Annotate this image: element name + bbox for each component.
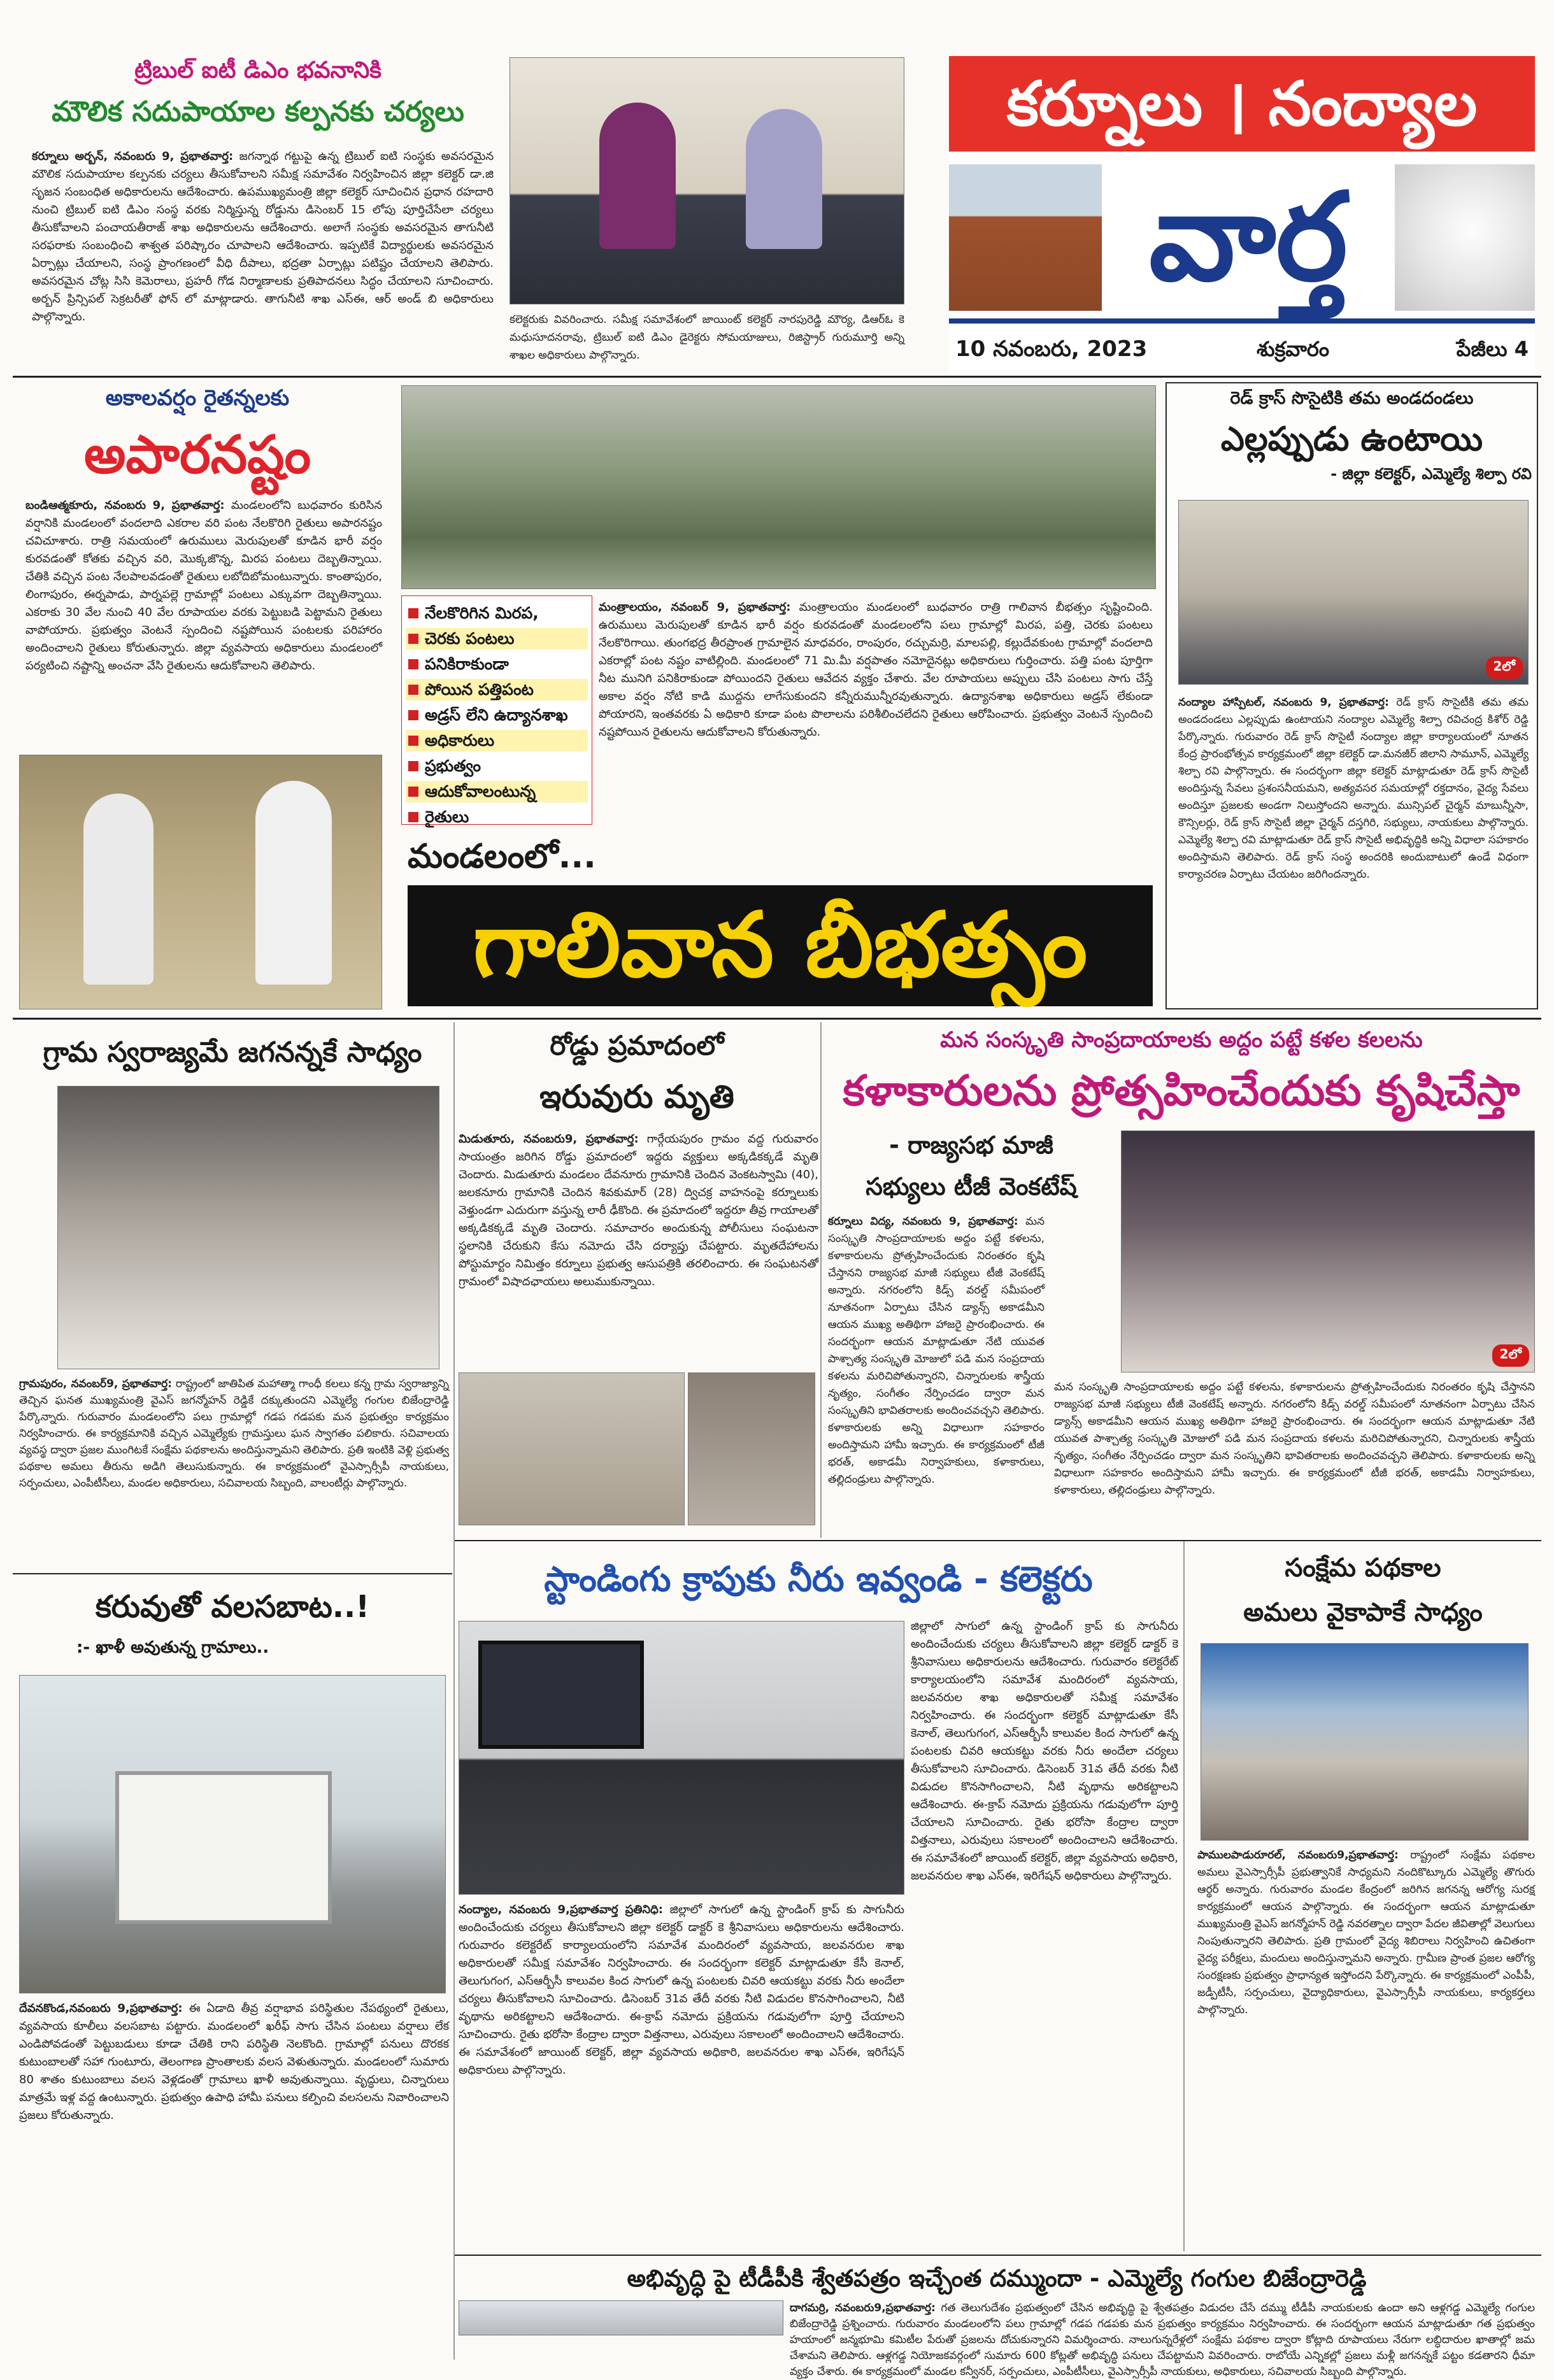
- bullet-text: రైతులు: [425, 808, 469, 826]
- story9-text: జిల్లాలో సాగులో ఉన్న స్టాండింగ్ క్రాప్ కు సాగునీరు అందించేందుకు చర్యలు తీసుకోవాలని జిల్లా కలెక్టర్ డాక్టర్ కె శ్రీనివాసులు అధికారులను ఆదేశించారు. గురువారం కలెక్టరేట్ కార్యాలయంలోని సమావేశ మందిరంలో వ్యవసాయ, జలవనరుల శాఖ అధికారులతో సమీక్ష సమావేశం నిర్వహించారు. ఈ సందర్భంగా కలెక్టర్ మాట్లాడుతూ కేసీ కెనాల్, తెలుగుగంగ, ఎస్ఆర్బీసీ కాలువల కింద సాగులో ఉన్న పంటలకు చివరి ఆయకట్టు వరకు నీరు అందేలా చర్యలు తీసుకోవాలని సూచించారు. డిసెంబర్ 31వ తేదీ వరకు నీటి విడుదల కొనసాగించాలని, నీటి వృథాను అరికట్టాలని ఆదేశించారు. ఈ-క్రాప్ నమోదు ప్రక్రియను గడువులోగా పూర్తి చేయాలని సూచించారు. రైతు భరోసా కేంద్రాల ద్వారా విత్తనాలు, ఎరువులు సకాలంలో అందించాలని ఆదేశించారు. ఈ సమావేశంలో జాయింట్ కలెక్టర్, జిల్లా వ్యవసాయ అధికారి, జలవనరుల శాఖ ఎస్ఈ, ఇరిగేషన్ అధికారులు పాల్గొన్నారు.: [911, 1620, 1178, 1883]
- bullet-text: ప్రభుత్వం: [425, 757, 481, 775]
- story8-subhead1: - రాజ్యసభ మాజీ: [889, 1131, 1053, 1159]
- story8-kicker: మన సంస్కృతి సాంప్రదాయాలకు అద్దం పట్టే కళల కలలను: [940, 1027, 1423, 1053]
- story10-headline: అమలు వైకాపాకే సాధ్యం: [1243, 1598, 1483, 1627]
- story6-headline: కరువుతో వలసబాట..!: [95, 1589, 370, 1625]
- story6-byline: దేవనకొండ,నవంబరు 9,ప్రభాతవార్త:: [19, 2002, 183, 2015]
- story9-headline: స్టాండింగు క్రాపుకు నీరు ఇవ్వండి - కలెక్టరు: [544, 1559, 1093, 1599]
- farmer-figure-left: [83, 794, 153, 985]
- farmer-figure-right: [255, 781, 332, 985]
- masthead-place: కర్నూలు । నంద్యాల: [949, 56, 1535, 152]
- story9-body-col1: [911, 1548, 1178, 2248]
- story4-text: రెడ్ క్రాస్ సొసైటీకి తమ తమ అండదండలు ఎల్లప్పుడు ఉంటాయని నంద్యాల ఎమ్మెల్యే శిల్పా రవిచంద్ర కిశోర్ రెడ్డి పేర్కొన్నారు. గురువారం రెడ్ క్రాస్ సొసైటీ నంద్యాల జిల్లా కార్యాలయంలో నూతన కేంద్ర ప్రారంభోత్సవ కార్యక్రమంలో జిల్లా కలెక్టర్ డా.మనజీర్ జిలాని సామూన్, ఎమ్మెల్యే శిల్పా రవి పాల్గొన్నారు. ఈ సందర్భంగా జిల్లా కలెక్టర్ మాట్లాడుతూ రెడ్ క్రాస్ సొసైటీ అందిస్తున్న సేవలు ప్రశంసనీయమని, అత్యవసర సమయాల్లో రక్తదానం, వైద్య సేవలు అందిస్తూ ప్రజలకు అండగా నిలుస్తోందని అన్నారు. మున్సిపల్ చైర్మన్ మాబున్నీసా, కౌన్సిలర్లు, రెడ్ క్రాస్ సొసైటీ జిల్లా చైర్మన్ దస్తగిరి, సభ్యులు, నాయకులు పాల్గొన్నారు. ఎమ్మెల్యే శిల్పా రవి మాట్లాడుతూ రెడ్ క్రాస్ సొసైటీ అభివృద్ధికి అన్ని విధాలా సహకారం అందిస్తామని తెలిపారు. రెడ్ క్రాస్ సంస్థ అందరికి అందుబాటులో ఉండే విధంగా కార్యాచరణ ఏర్పాటు చేయటం జరిగిందన్నారు.: [1178, 696, 1529, 881]
- nandi-illustration: [1395, 164, 1535, 311]
- story6-body: [19, 2000, 449, 2360]
- story3-headline: గాలివాన బీభత్సం: [408, 885, 1153, 1006]
- rule-lower-right: [455, 1540, 1541, 1541]
- story9-photo: [459, 1621, 904, 1895]
- rule-bottom: [455, 2255, 1541, 2256]
- bullet-text: అధికారులు: [425, 731, 495, 750]
- bullet-square-icon: [408, 812, 418, 822]
- story1-kicker: ట్రిబుల్ ఐటీ డిఎం భవనానికి: [134, 57, 381, 83]
- story4-body: [1178, 694, 1529, 1003]
- story6-subhead: :- ఖాళీ అవుతున్న గ్రామాలు..: [76, 1638, 269, 1657]
- rule-story6: [13, 1573, 452, 1574]
- bullet-square-icon: [408, 634, 418, 644]
- bullet-3: [406, 653, 588, 675]
- page-2-badge: 2లో: [1486, 657, 1523, 679]
- story2-headline: అపారనష్టం: [83, 425, 311, 485]
- masthead: [949, 56, 1535, 374]
- bullet-2: [406, 628, 588, 650]
- bullet-5: [406, 704, 588, 726]
- story8-photo: [1121, 1130, 1535, 1372]
- bullet-square-icon: [408, 659, 418, 669]
- story11-text: గత తెలుగుదేశం ప్రభుత్వంలో చేసిన అభివృద్ధి పై శ్వేతపత్రం విడుదల చేసే దమ్ము టీడీపీ నాయకులకు ఉందా అని ఆళ్లగడ్డ ఎమ్మెల్యే గంగుల బిజేంద్రారెడ్డి ప్రశ్నించారు. గురువారం మండలంలోని పలు గ్రామాల్లో గడప గడపకు మన ప్రభుత్వం కార్యక్రమం నిర్వహించారు. ఈ సందర్భంగా ఆయన మాట్లాడుతూ గత ప్రభుత్వం హయాంలో జన్మభూమి కమిటీల పేరుతో ప్రజలను దోచుకున్నారని విమర్శించారు. నాలుగున్నరేళ్లలో సంక్షేమ పథకాల ద్వారా కోట్లాది రూపాయలు నేరుగా లబ్ధిదారుల ఖాతాల్లో జమ చేశామని తెలిపారు. ఆళ్లగడ్డ నియోజకవర్గంలో సుమారు 600 కోట్లతో అభివృద్ధి పనులు చేపట్టామని వివరించారు. రాబోయే ఎన్నికల్లో ప్రజలు మళ్లీ జగనన్నకే పట్టం కడతారని ధీమా వ్యక్తం చేశారు. ఈ కార్యక్రమంలో మండల కన్వీనర్, సర్పంచులు, ఎంపీటీసీలు, వైఎస్సార్సీపీ నాయకులు, అధికారులు, సచివాలయ సిబ్బంది పాల్గొన్నారు.: [790, 2302, 1535, 2378]
- masthead-rule: [949, 318, 1535, 324]
- officer-figure-right: [746, 109, 822, 249]
- masthead-date: 10 నవంబరు, 2023: [955, 336, 1148, 362]
- story11-photo: [459, 2300, 783, 2335]
- story4-kicker: రెడ్ క్రాస్ సొసైటికి తమ అండదండలు: [1230, 388, 1474, 408]
- rule-top: [13, 376, 1541, 378]
- bullet-text: నేలకొరిగిన మిరప,: [425, 604, 539, 622]
- masthead-paper-name: వార్త: [1149, 167, 1348, 308]
- bullet-square-icon: [408, 685, 418, 695]
- vrule-left: [453, 1022, 455, 2360]
- story1-text: జగన్నాథ గట్టుపై ఉన్న ట్రిబుల్ ఐటి సంస్థకు అవసరమైన మౌలిక సదుపాయాల కల్పనకు చర్యలు తీసుకోవాలని సమీక్ష సమావేశం నిర్వహించిన జిల్లా కలెక్టర్ డా.జి సృజన సంబంధిత అధికారులను ఆదేశించారు. ఉపముఖ్యమంత్రి జిల్లా కలెక్టర్ సూచించిన ప్రధాన రహదారి నుంచి ట్రిబుల్ ఐటి డిఎం సంస్థ వరకు నిర్మిస్తున్న రోడ్డును డిసెంబర్ 15 లోపు పూర్తిచేసేలా చర్యలు తీసుకోవాలని పంచాయతీరాజ్ శాఖ అధికారులను ఆదేశించారు. అలాగే సంస్థకు అవసరమైన తాగునీటి సరఫరాకు సంబంధించి శాశ్వత పరిష్కారం చూపాలని ఆదేశించారు. ఇప్పటికే విద్యార్థులకు అవసరమైన ఏర్పాట్లు చేయాలని, సంస్థ ప్రాంగణంలో వీధి దీపాలు, భద్రతా ఏర్పాట్లు పటిష్టం చేయాలని తెలిపారు. అవసరమైన చోట్ల సిసి కెమెరాలు, ప్రహరీ గోడ నిర్మాణాలకు ప్రతిపాదనలు సిద్ధం చేయాలని సూచించారు. అర్బన్ ప్రిన్సిపల్ సెక్రటరీతో ఫోన్ లో మాట్లాడారు. తాగునీటి శాఖ ఎస్ఈ, ఆర్ అండ్ బి అధికారులు పాల్గొన్నారు.: [32, 150, 494, 324]
- story8-text: మన సంస్కృతి సాంప్రదాయాలకు అద్దం పట్టే కళలను, కళాకారులను ప్రోత్సహించేందుకు నిరంతరం కృషి చేస్తానని రాజ్యసభ మాజీ సభ్యులు టీజీ వెంకటేష్ అన్నారు. నగరంలోని కిడ్స్ వరల్డ్ సమీపంలో నూతనంగా ఏర్పాటు చేసిన డ్యాన్స్ అకాడమీని ఆయన ముఖ్య అతిథిగా హాజరై ప్రారంభించారు. ఈ సందర్భంగా ఆయన మాట్లాడుతూ నేటి యువత పాశ్చాత్య సంస్కృతి మోజులో పడి మన సంప్రదాయ కళలను మరిచిపోతున్నారని, చిన్నారులకు శాస్త్రీయ నృత్యం, సంగీతం నేర్పించడం ద్వారా మన సంస్కృతిని భావితరాలకు అందించవచ్చని తెలిపారు. కళాకారులకు అన్ని విధాలుగా సహకారం అందిస్తామని హామీ ఇచ్చారు. ఈ కార్యక్రమంలో టీజీ భరత్, అకాడమీ నిర్వాహకులు, కళాకారులు, తల్లిదండ్రులు పాల్గొన్నారు.: [828, 1215, 1044, 1486]
- story3-bullet-box: [401, 595, 592, 825]
- bullet-text: అడ్రస్ లేని ఉద్యానశాఖ: [425, 706, 568, 724]
- story4-photo: [1178, 500, 1529, 685]
- bullet-text: పనికిరాకుండా: [425, 655, 509, 673]
- story11-byline: దాగమర్రి, నవంబరు9,ప్రభాతవార్త:: [790, 2302, 936, 2314]
- story11-body: [790, 2300, 1535, 2378]
- bullet-text: ఆదుకోవాలంటున్న: [425, 782, 536, 801]
- story2-body: [25, 497, 382, 752]
- story10-photo: [1201, 1643, 1529, 1841]
- masthead-page: పేజీలు 4: [1456, 337, 1529, 361]
- story5-photo: [57, 1086, 439, 1369]
- story9-text-continued: జిల్లాలో సాగులో ఉన్న స్టాండింగ్ క్రాప్ కు సాగునీరు అందించేందుకు చర్యలు తీసుకోవాలని జిల్లా కలెక్టర్ డాక్టర్ కె శ్రీనివాసులు అధికారులను ఆదేశించారు. గురువారం కలెక్టరేట్ కార్యాలయంలోని సమావేశ మందిరంలో వ్యవసాయ, జలవనరుల శాఖ అధికారులతో సమీక్ష సమావేశం నిర్వహించారు. ఈ సందర్భంగా కలెక్టర్ మాట్లాడుతూ కేసీ కెనాల్, తెలుగుగంగ, ఎస్ఆర్బీసీ కాలువల కింద సాగులో ఉన్న పంటలకు చివరి ఆయకట్టు వరకు నీరు అందేలా చర్యలు తీసుకోవాలని సూచించారు. డిసెంబర్ 31వ తేదీ వరకు నీటి విడుదల కొనసాగించాలని, నీటి వృథాను అరికట్టాలని ఆదేశించారు. ఈ-క్రాప్ నమోదు ప్రక్రియను గడువులోగా పూర్తి చేయాలని సూచించారు. రైతు భరోసా కేంద్రాల ద్వారా విత్తనాలు, ఎరువులు సకాలంలో అందించాలని ఆదేశించారు. ఈ సమావేశంలో జాయింట్ కలెక్టర్, జిల్లా వ్యవసాయ అధికారి, జలవనరుల శాఖ ఎస్ఈ, ఇరిగేషన్ అధికారులు పాల్గొన్నారు.: [459, 1903, 904, 2077]
- story8-body-col2: [1054, 1379, 1535, 1532]
- story4-byline: నంద్యాల హాస్పిటల్, నవంబరు 9, ప్రభాతవార్త:: [1178, 696, 1389, 709]
- story5-byline: గ్రామపురం, నవంబర్9, ప్రభాతవార్త:: [19, 1378, 172, 1390]
- story4-headline: ఎల్లప్పుడు ఉంటాయి: [1220, 420, 1483, 459]
- story3-text: మంత్రాలయం మండలంలో బుధవారం రాత్రి గాలివాన బీభత్సం సృష్టించింది. ఉరుములు మెరుపులతో కూడిన భారీ వర్షం కురవడంతో మండలంలోని పలు గ్రామాల్లో మిరప, పత్తి, చెరకు పంటలు నేలకొరిగాయి. తుంగభద్ర తీరప్రాంత గ్రామాలైన మాధవరం, రాంపురం, రచ్చుమర్రి, మాలపల్లి, కల్లుదేవకుంట గ్రామాల్లో వందలాది ఎకరాల్లో పంట నష్టం వాటిల్లింది. మండలంలో 71 మి.మీ వర్షపాతం నమోదైనట్లు అధికారులు గుర్తించారు. పత్తి పంట పూర్తిగా నీట మునిగి పనికిరాకుండా పోయిందని రైతులు ఆవేదన వ్యక్తం చేశారు. వేల రూపాయలు అప్పులు చేసి పంటలు సాగు చేస్తే అకాల వర్షం నోటి కాడి ముద్దను లాగేసుకుందని కన్నీరుమున్నీరవుతున్నారు. ఉద్యానశాఖ అధికారులు అడ్రస్ లేకుండా పోయారని, ఇంతవరకు ఏ అధికారి కూడా పంట పొలాలను పరిశీలించలేదని రైతులు ఆరోపించారు. ప్రభుత్వం వెంటనే స్పందించి నష్టపోయిన రైతులను ఆదుకోవాలని కోరుతున్నారు.: [599, 601, 1153, 739]
- story8-headline: కళాకారులను ప్రోత్సహించేందుకు కృషిచేస్తా: [843, 1066, 1520, 1115]
- story7-kicker: రోడ్డు ప్రమాదంలో: [550, 1030, 724, 1061]
- page-2-badge: 2లో: [1492, 1344, 1530, 1367]
- story2-text: మండలంలోని బుధవారం కురిసిన వర్షానికి మండలంలో వందలాది ఎకరాల వరి పంట నేలకొరిగి రైతులు అపారనష్టం చవిచూశారు. రాత్రి సమయంలో ఉరుములు మెరుపులతో కూడిన భారీ వర్షం కురవడంతో కోతకు వచ్చిన వరి, మొక్కజొన్న, మిరప పంటలు దెబ్బతిన్నాయి. చేతికి వచ్చిన పంట నేలపాలవడంతో రైతులు లబోదిబోమంటున్నారు. కాంతాపురం, లింగాపురం, ఈర్నపాడు, పార్నపల్లె గ్రామాల్లో పంటలు ఎక్కువగా దెబ్బతిన్నాయి. ఎకరాకు 30 వేల నుంచి 40 వేల రూపాయల వరకు పెట్టుబడి పెట్టామని రైతులు వాపోయారు. ప్రభుత్వం వెంటనే స్పందించి నష్టపోయిన పంటలకు పరిహారం అందించాలని రైతులు కోరుతున్నారు. జిల్లా వ్యవసాయ అధికారులు మండలంలో పర్యటించి నష్టాన్ని అంచనా వేసి రైతులను ఆదుకోవాలని తెలిపారు.: [25, 499, 382, 673]
- story1-byline: కర్నూలు అర్బన్, నవంబరు 9, ప్రభాతవార్త:: [32, 150, 234, 163]
- story6-photo: [19, 1675, 446, 1993]
- story5-headline: గ్రామ స్వరాజ్యమే జగనన్నకే సాధ్యం: [43, 1036, 422, 1069]
- story3-field-photo: [401, 385, 1156, 589]
- story1-photo: [510, 57, 904, 304]
- story7-text: గార్గేయపురం గ్రామం వద్ద గురువారం సాయంత్రం జరిగిన రోడ్డు ప్రమాదంలో ఇద్దరు వ్యక్తులు అక్కడికక్కడే మృతి చెందారు. మిడుతూరు మండలం దేవనూరు గ్రామానికి చెందిన వెంకటస్వామి (40), జలకనూరు గ్రామానికి చెందిన శివకుమార్ (28) ద్విచక్ర వాహనంపై కర్నూలుకు వెళ్తుండగా ఎదురుగా వస్తున్న లారీ ఢీకొంది. ఈ ప్రమాదంలో ఇద్దరూ తీవ్ర గాయాలతో అక్కడికక్కడే మృతి చెందారు. సమాచారం అందుకున్న పోలీసులు సంఘటనా స్థలానికి చేరుకుని కేసు నమోదు చేసి దర్యాప్తు చేపట్టారు. మృతదేహాలను పోస్టుమార్టం నిమిత్తం కర్నూలు ప్రభుత్వ ఆసుపత్రికి తరలించారు. ఈ సంఘటనతో గ్రామంలో విషాదఛాయలు అలుముకున్నాయి.: [459, 1132, 818, 1288]
- story9-byline: నంద్యాల, నవంబరు 9,ప్రభాతవార్త ప్రతినిధి:: [459, 1903, 663, 1916]
- story6-text: ఈ ఏడాది తీవ్ర వర్షాభావ పరిస్థితుల నేపథ్యంలో రైతులు, వ్యవసాయ కూలీలు వలసబాట పట్టారు. మండలంలో ఖరీఫ్ సాగు చేసిన పంటలు వర్షాలు లేక ఎండిపోవడంతో పెట్టుబడులు కూడా చేతికి రాని పరిస్థితి నెలకొంది. గ్రామాల్లో పనులు దొరకక కుటుంబాలతో సహా గుంటూరు, తెలంగాణ ప్రాంతాలకు వలస వెళుతున్నారు. మండలంలో సుమారు 80 శాతం కుటుంబాలు వలస వెళ్లడంతో గ్రామాలు ఖాళీ అవుతున్నాయి. వృద్ధులు, చిన్నారులు మాత్రమే ఇళ్ల వద్ద ఉంటున్నారు. ప్రభుత్వం ఉపాధి హామీ పనులు కల్పించి వలసలను నివారించాలని ప్రజలు కోరుతున్నారు.: [19, 2002, 449, 2122]
- monitor-shape: [478, 1641, 644, 1749]
- story2-photo: [19, 755, 382, 1009]
- vrule-right: [1183, 1541, 1185, 2251]
- bullet-text: చెరకు పంటలు: [425, 629, 515, 648]
- story7-photo-right: [688, 1372, 815, 1525]
- bullet-4: [406, 679, 588, 701]
- bullet-6: [406, 730, 588, 752]
- bullet-1: [406, 602, 588, 624]
- fort-illustration: [949, 164, 1102, 311]
- story5-text: రాష్ట్రంలో జాతిపిత మహాత్మా గాంధీ కలలు కన్న గ్రామ స్వరాజ్యాన్ని తెచ్చిన ఘనత ముఖ్యమంత్రి వైఎస్ జగన్మోహన్ రెడ్డికే దక్కుతుందని ఎమ్మెల్యే గంగుల బిజేంద్రారెడ్డి పేర్కొన్నారు. గురువారం మండలంలోని పలు గ్రామాల్లో గడప గడపకు మన ప్రభుత్వం కార్యక్రమం నిర్వహించారు. ఈ కార్యక్రమానికి వచ్చిన ఎమ్మెల్యేకు గ్రామస్తులు ఘన స్వాగతం పలికారు. సచివాలయ వ్యవస్థ ద్వారా ప్రజల ముంగిటకే సంక్షేమ పథకాలను అందిస్తున్నామని తెలిపారు. ప్రతి ఇంటికి వెళ్లి ప్రభుత్వ పథకాల అమలు తీరును అడిగి తెలుసుకున్నారు. ఈ కార్యక్రమంలో వైఎస్సార్సీపీ నాయకులు, సర్పంచులు, ఎంపీటీసీలు, మండల అధికారులు, సచివాలయ సిబ్బంది, వాలంటీర్లు పాల్గొన్నారు.: [19, 1378, 449, 1490]
- bullet-square-icon: [408, 736, 418, 746]
- story7-byline: మిడుతూరు, నవంబరు9, ప్రభాతవార్త:: [459, 1132, 639, 1146]
- bullet-square-icon: [408, 710, 418, 720]
- masthead-day: శుక్రవారం: [1256, 337, 1330, 361]
- bullet-square-icon: [408, 787, 418, 797]
- story3-body: [599, 599, 1153, 827]
- story10-kicker: సంక్షేమ పథకాల: [1285, 1553, 1441, 1583]
- story1-body: [32, 148, 494, 366]
- bullet-square-icon: [408, 761, 418, 771]
- story8-body-col1: [828, 1213, 1044, 1532]
- story10-body: [1197, 1847, 1535, 2248]
- story2-kicker: అకాలవర్షం రైతన్నలకు: [105, 385, 290, 411]
- story10-text: రాష్ట్రంలో సంక్షేమ పథకాల అమలు వైఎస్సార్సీపీ ప్రభుత్వానికే సాధ్యమని నందికొట్కూరు ఎమ్మెల్యే తొగురు ఆర్థర్ అన్నారు. గురువారం మండల కేంద్రంలో జరిగిన జగనన్న ఆరోగ్య సురక్ష కార్యక్రమంలో ఆయన పాల్గొన్నారు. ఈ సందర్భంగా ఆయన మాట్లాడుతూ ముఖ్యమంత్రి వైఎస్ జగన్మోహన్ రెడ్డి నవరత్నాల ద్వారా పేదల జీవితాల్లో వెలుగులు నింపుతున్నారని తెలిపారు. ప్రతి గ్రామంలో వైద్య శిబిరాలు నిర్వహించి ఉచితంగా వైద్య పరీక్షలు, మందులు అందిస్తున్నామని అన్నారు. గ్రామీణ ప్రాంత ప్రజల ఆరోగ్య సంరక్షణకు ప్రభుత్వం ప్రాధాన్యత ఇస్తోందని పేర్కొన్నారు. ఈ కార్యక్రమంలో ఎంపీపీ, జడ్పీటీసీ, సర్పంచులు, వైద్యాధికారులు, వైఎస్సార్సీపీ నాయకులు, కార్యకర్తలు పాల్గొన్నారు.: [1197, 1849, 1536, 2016]
- story1-headline: మౌలిక సదుపాయాల కల్పనకు చర్యలు: [52, 96, 464, 128]
- story2-byline: బండిఆత్మకూరు, నవంబరు 9, ప్రభాతవార్త:: [25, 499, 225, 512]
- bullet-9: [406, 806, 588, 828]
- truck-shape: [115, 1771, 332, 1924]
- story4-subhead: - జిల్లా కలెక్టర్, ఎమ్మెల్యే శిల్పా రవి: [1330, 465, 1532, 483]
- bullet-7: [406, 755, 588, 777]
- officer-figure-left: [599, 103, 676, 249]
- story11-headline: అభివృద్ధి పై టీడీపీకి శ్వేతపత్రం ఇచ్చేంత దమ్ముందా - ఎమ్మెల్యే గంగుల బిజేంద్రారెడ్డి: [627, 2265, 1367, 2292]
- story8-text-continued: మన సంస్కృతి సాంప్రదాయాలకు అద్దం పట్టే కళలను, కళాకారులను ప్రోత్సహించేందుకు నిరంతరం కృషి చేస్తానని రాజ్యసభ మాజీ సభ్యులు టీజీ వెంకటేష్ అన్నారు. నగరంలోని కిడ్స్ వరల్డ్ సమీపంలో నూతనంగా ఏర్పాటు చేసిన డ్యాన్స్ అకాడమీని ఆయన ముఖ్య అతిథిగా హాజరై ప్రారంభించారు. ఈ సందర్భంగా ఆయన మాట్లాడుతూ నేటి యువత పాశ్చాత్య సంస్కృతి మోజులో పడి మన సంప్రదాయ కళలను మరిచిపోతున్నారని, చిన్నారులకు శాస్త్రీయ నృత్యం, సంగీతం నేర్పించడం ద్వారా మన సంస్కృతిని భావితరాలకు అందించవచ్చని తెలిపారు. కళాకారులకు అన్ని విధాలుగా సహకారం అందిస్తామని హామీ ఇచ్చారు. ఈ కార్యక్రమంలో టీజీ భరత్, అకాడమీ నిర్వాహకులు, కళాకారులు, తల్లిదండ్రులు పాల్గొన్నారు.: [1054, 1381, 1536, 1497]
- story7-photo-left: [459, 1372, 685, 1525]
- story7-headline: ఇరువురు మృతి: [539, 1078, 734, 1115]
- story10-byline: పాములపాడురూరల్, నవంబరు9,ప్రభాతవార్త:: [1197, 1849, 1399, 1862]
- bullet-square-icon: [408, 608, 418, 618]
- story8-subhead2: సభ్యులు టీజీ వెంకటేష్: [866, 1172, 1077, 1201]
- story8-byline: కర్నూలు విద్య, నవంబరు 9, ప్రభాతవార్త:: [828, 1215, 1018, 1228]
- story1-photo-caption: కలెక్టరుకు వివరించారు. సమీక్ష సమావేశంలో జాయింట్ కలెక్టర్ నారపురెడ్డి మౌర్య, డిఆర్ఓ కె మధుసూదనరావు, ట్రిబుల్ ఐటి డిఎం డైరెక్టరు సోమయాజులు, రిజిస్ట్రార్ గురుమూర్తి అన్ని శాఖల అధికారులు పాల్గొన్నారు.: [510, 313, 904, 362]
- vrule-mid: [820, 1022, 822, 1538]
- bullet-text: పోయిన పత్తిపంట: [425, 680, 534, 699]
- story5-body: [19, 1376, 449, 1572]
- rule-middle: [13, 1018, 1541, 1020]
- story3-kicker: మండలంలో...: [408, 837, 596, 876]
- story7-body: [459, 1130, 818, 1366]
- story3-byline: మంత్రాలయం, నవంబర్ 9, ప్రభాతవార్త:: [599, 601, 791, 614]
- bullet-8: [406, 781, 588, 802]
- story9-body-col2: [459, 1901, 904, 2245]
